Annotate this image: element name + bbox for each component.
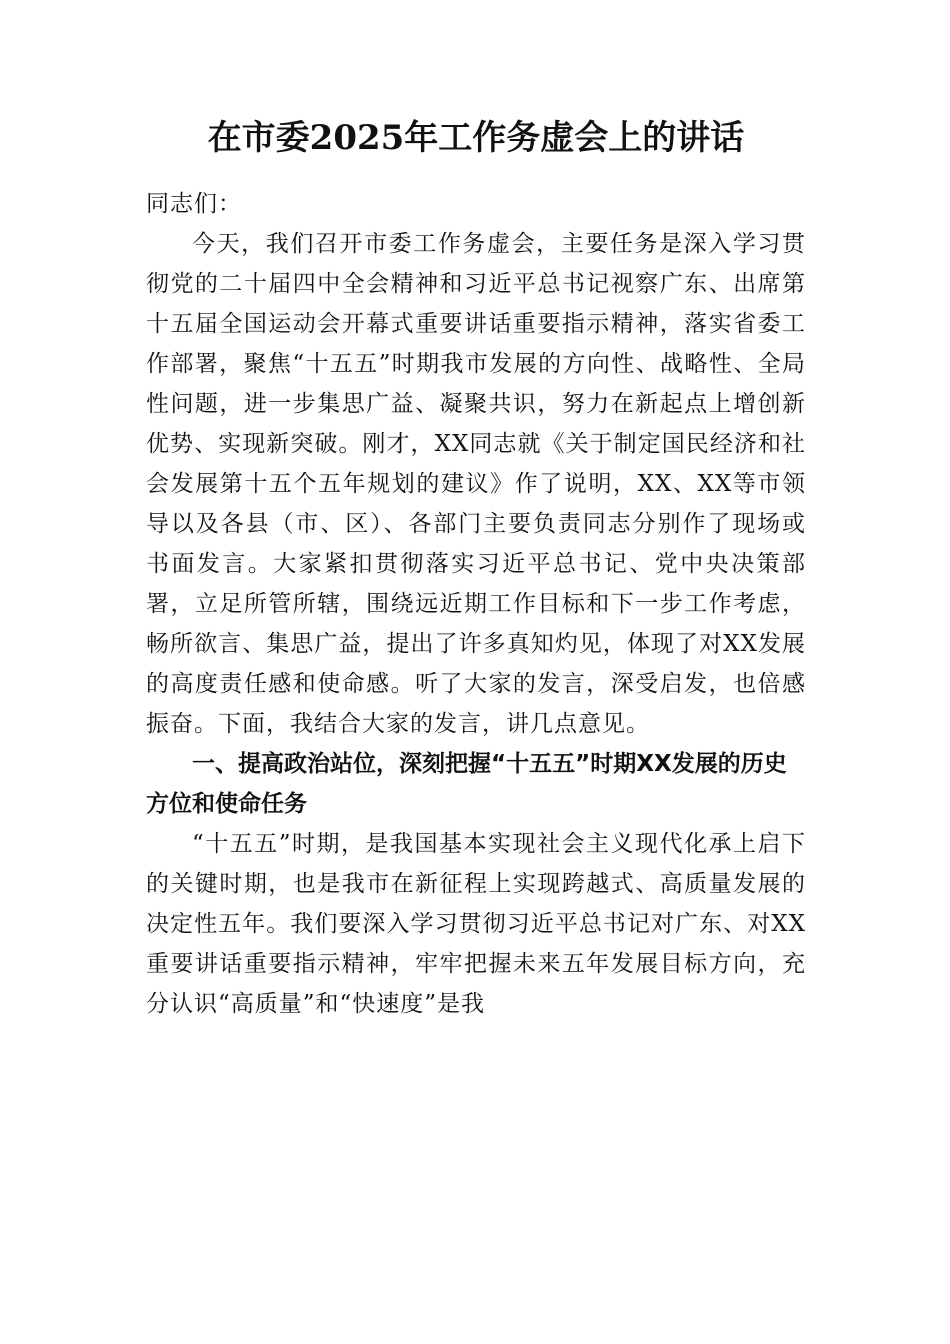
document-page [146,112,806,1024]
intro-paragraph: 今天，我们召开市委工作务虚会，主要任务是深入学习贯彻党的二十届四中全会精神和习近平总书记视察广东、出席第十五届全国运动会开幕式重要讲话重要指示精神，落实省委工作部署，聚焦“十五五”时期我市发展的方向性、战略性、全局性问题，进一步集思广益、凝聚共识，努力在新起点上增创新优势、实现新突破。刚才，XX同志就《关于制定国民经济和社会发展第十五个五年规划的建议》作了说明，XX、XX等市领导以及各县（市、区）、各部门主要负责同志分别作了现场或书面发言。大家紧扣贯彻落实习近平总书记、党中央决策部署，立足所管所辖，围绕远近期工作目标和下一步工作考虑，畅所欲言、集思广益，提出了许多真知灼见，体现了对XX发展的高度责任感和使命感。听了大家的发言，深受启发，也倍感振奋。下面，我结合大家的发言，讲几点意见。 [146,231,806,737]
section-1-paragraph: “十五五”时期，是我国基本实现社会主义现代化承上启下的关键时期，也是我市在新征程上实现跨越式、高质量发展的决定性五年。我们要深入学习贯彻习近平总书记对广东、对XX重要讲话重要指示精神，牢牢把握未来五年发展目标方向，充分认识“高质量”和“快速度”是我 [146,831,806,1017]
section-heading-1: 一、提高政治站位，深刻把握“十五五”时期XX发展的历史方位和使命任务 [146,751,787,817]
document-title: 在市委2025年工作务虚会上的讲话 [207,118,745,158]
salutation: 同志们： [146,191,242,217]
